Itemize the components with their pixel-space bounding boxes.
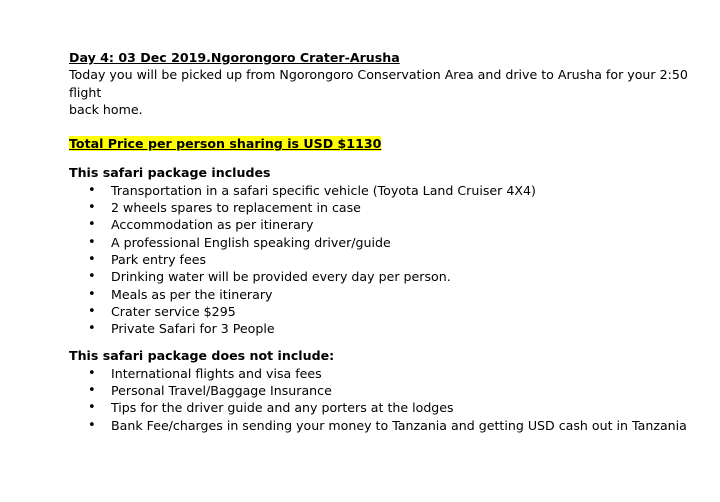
day-description-line-2: back home.: [69, 101, 143, 117]
list-item: [69, 286, 709, 303]
list-item: [69, 303, 709, 320]
total-price-label: Total Price per person sharing is USD $1130: [69, 136, 382, 152]
list-item-text: Personal Travel/Baggage Insurance: [111, 383, 332, 399]
list-item-text: International flights and visa fees: [111, 365, 322, 381]
list-item-text: Bank Fee/charges in sending your money to Tanzania and getting USD cash out in Tanzania: [111, 417, 687, 433]
bullet-icon: •: [88, 217, 96, 233]
list-item-text: Accommodation as per itinerary: [111, 217, 314, 233]
list-item: [69, 417, 709, 434]
excludes-list: [69, 365, 709, 434]
bullet-icon: •: [88, 200, 96, 216]
excludes-title: This safari package does not include:: [69, 348, 335, 364]
list-item-text: Meals as per the itinerary: [111, 286, 273, 302]
bullet-icon: •: [88, 303, 96, 319]
list-item: [69, 320, 709, 337]
list-item: [69, 216, 709, 233]
list-item-text: Park entry fees: [111, 251, 207, 267]
list-item-text: Crater service $295: [111, 303, 236, 319]
list-item: [69, 399, 709, 416]
list-item: [69, 268, 709, 285]
bullet-icon: •: [88, 417, 96, 433]
list-item-text: A professional English speaking driver/guide: [111, 234, 391, 250]
list-item: [69, 251, 709, 268]
list-item-text: 2 wheels spares to replacement in case: [111, 200, 361, 216]
list-item: [69, 382, 709, 399]
bullet-icon: •: [88, 321, 96, 337]
document-page: [69, 49, 709, 434]
list-item: [69, 199, 709, 216]
bullet-icon: •: [88, 286, 96, 302]
bullet-icon: •: [88, 251, 96, 267]
bullet-icon: •: [88, 182, 96, 198]
list-item-text: Private Safari for 3 People: [111, 321, 275, 337]
total-price: [69, 135, 709, 152]
bullet-icon: •: [88, 234, 96, 250]
day-heading: Day 4: 03 Dec 2019.Ngorongoro Crater-Arusha: [69, 50, 400, 65]
bullet-icon: •: [88, 383, 96, 399]
list-item-text: Transportation in a safari specific vehicle (Toyota Land Cruiser 4X4): [111, 182, 536, 198]
bullet-icon: •: [88, 365, 96, 381]
list-item-text: Tips for the driver guide and any porters at the lodges: [111, 400, 454, 416]
list-item: [69, 182, 709, 199]
day-description: [69, 66, 709, 118]
includes-list: [69, 182, 709, 338]
day-description-line-1: Today you will be picked up from Ngorongoro Conservation Area and drive to Arusha for your 2:50 flight: [69, 67, 688, 100]
includes-title: This safari package includes: [69, 165, 271, 181]
list-item-text: Drinking water will be provided every day per person.: [111, 269, 451, 285]
bullet-icon: •: [88, 269, 96, 285]
list-item: [69, 365, 709, 382]
bullet-icon: •: [88, 400, 96, 416]
list-item: [69, 234, 709, 251]
